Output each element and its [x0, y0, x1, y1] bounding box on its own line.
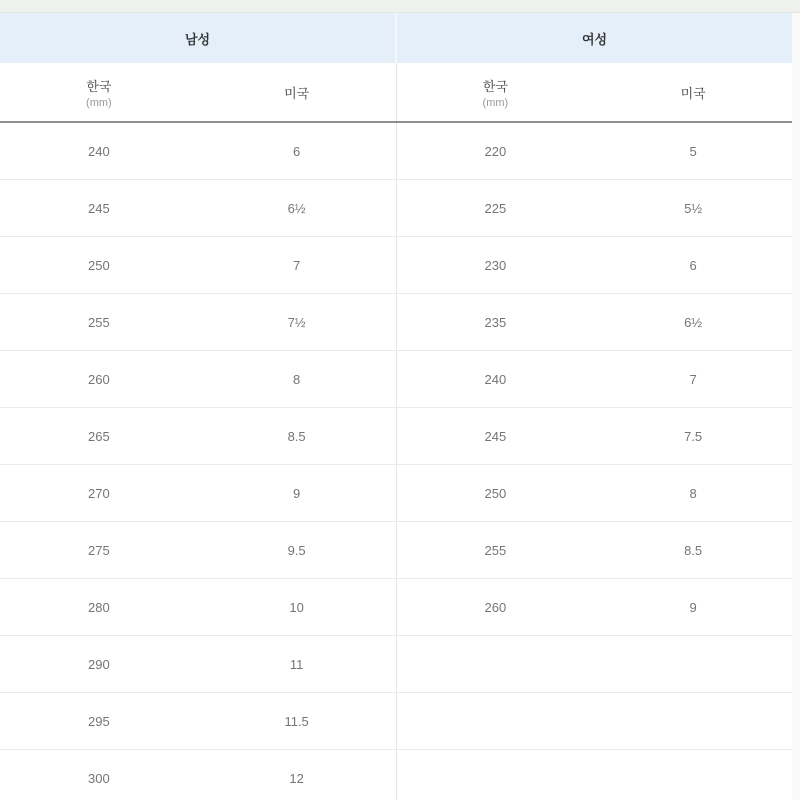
column-header-korea-men-label: 한국	[86, 78, 112, 94]
women-us-size-cell: 6½	[684, 314, 703, 330]
men-row-half	[0, 465, 397, 521]
top-strip	[0, 0, 800, 13]
women-row-half	[397, 750, 793, 800]
women-us-size-cell	[594, 636, 792, 692]
women-row-half	[397, 123, 793, 179]
women-kr-size-cell: 230	[484, 257, 507, 273]
men-us-size-cell: 9.5	[287, 542, 306, 558]
women-us-size-cell: 7.5	[684, 428, 703, 444]
men-kr-size-cell: 250	[88, 257, 110, 273]
table-row	[0, 750, 792, 800]
women-column-headers	[397, 63, 793, 121]
table-column-header-row	[0, 63, 792, 123]
women-kr-size-cell: 245	[484, 428, 507, 444]
women-row-half	[397, 693, 793, 749]
group-header-men: 남성	[0, 13, 397, 63]
table-row	[0, 180, 792, 237]
column-header-korea-women-unit: (mm)	[482, 96, 509, 109]
women-kr-size-cell	[397, 750, 595, 800]
men-us-size-cell: 7½	[287, 314, 306, 330]
women-row-half	[397, 351, 793, 407]
men-row-half	[0, 579, 397, 635]
table-group-header	[0, 13, 792, 63]
women-us-size-cell	[594, 750, 792, 800]
women-kr-size-cell: 220	[484, 143, 507, 159]
women-kr-size-cell: 225	[484, 200, 507, 216]
men-kr-size-cell: 265	[88, 428, 110, 444]
men-column-headers	[0, 63, 397, 121]
women-row-half	[397, 408, 793, 464]
women-us-size-cell: 6	[689, 257, 697, 273]
men-row-half	[0, 351, 397, 407]
men-us-size-cell: 6	[293, 143, 301, 159]
men-kr-size-cell: 295	[88, 713, 110, 729]
column-header-korea-men	[0, 63, 198, 121]
women-us-size-cell: 8	[689, 485, 697, 501]
men-us-size-cell: 11.5	[284, 713, 309, 729]
column-header-korea-women	[397, 63, 595, 121]
women-us-size-cell: 8.5	[684, 542, 703, 558]
women-us-size-cell	[594, 693, 792, 749]
women-kr-size-cell: 260	[484, 599, 507, 615]
women-kr-size-cell: 240	[484, 371, 507, 387]
women-kr-size-cell	[397, 693, 595, 749]
women-kr-size-cell	[397, 636, 595, 692]
column-header-us-women: 미국	[680, 85, 706, 101]
men-kr-size-cell: 270	[88, 485, 110, 501]
women-us-size-cell: 7	[689, 371, 697, 387]
table-body	[0, 123, 792, 800]
men-us-size-cell: 9	[293, 485, 301, 501]
men-kr-size-cell: 275	[88, 542, 110, 558]
women-row-half	[397, 294, 793, 350]
men-kr-size-cell: 260	[88, 371, 110, 387]
men-row-half	[0, 522, 397, 578]
men-kr-size-cell: 255	[88, 314, 110, 330]
table-row	[0, 123, 792, 180]
men-kr-size-cell: 240	[88, 143, 110, 159]
table-row	[0, 408, 792, 465]
column-header-korea-men-unit: (mm)	[86, 96, 112, 109]
women-us-size-cell: 5	[689, 143, 697, 159]
men-kr-size-cell: 300	[88, 770, 110, 786]
table-row	[0, 636, 792, 693]
column-header-korea-women-label: 한국	[482, 78, 508, 94]
men-row-half	[0, 237, 397, 293]
column-header-us-men: 미국	[284, 85, 310, 101]
women-row-half	[397, 522, 793, 578]
right-gutter	[792, 13, 800, 800]
women-kr-size-cell: 250	[484, 485, 507, 501]
men-row-half	[0, 294, 397, 350]
women-kr-size-cell: 235	[484, 314, 507, 330]
men-row-half	[0, 180, 397, 236]
group-header-women: 여성	[581, 31, 608, 47]
table-row	[0, 465, 792, 522]
men-us-size-cell: 10	[289, 599, 304, 615]
men-kr-size-cell: 245	[88, 200, 110, 216]
women-row-half	[397, 180, 793, 236]
table-row	[0, 294, 792, 351]
men-row-half	[0, 693, 397, 749]
men-kr-size-cell: 280	[88, 599, 110, 615]
men-row-half	[0, 408, 397, 464]
men-us-size-cell: 6½	[287, 200, 306, 216]
men-us-size-cell: 8.5	[287, 428, 306, 444]
table-row	[0, 693, 792, 750]
shoe-size-table	[0, 13, 792, 800]
table-row	[0, 237, 792, 294]
women-row-half	[397, 237, 793, 293]
men-us-size-cell: 12	[289, 770, 304, 786]
men-row-half	[0, 636, 397, 692]
table-row	[0, 522, 792, 579]
table-row	[0, 579, 792, 636]
men-us-size-cell: 8	[293, 371, 301, 387]
men-row-half	[0, 750, 397, 800]
men-kr-size-cell: 290	[88, 656, 110, 672]
table-row	[0, 351, 792, 408]
men-row-half	[0, 123, 397, 179]
women-row-half	[397, 465, 793, 521]
men-us-size-cell: 7	[293, 257, 301, 273]
women-kr-size-cell: 255	[484, 542, 507, 558]
women-us-size-cell: 5½	[684, 200, 703, 216]
women-row-half	[397, 579, 793, 635]
women-row-half	[397, 636, 793, 692]
men-us-size-cell: 11	[289, 656, 304, 672]
women-us-size-cell: 9	[689, 599, 697, 615]
